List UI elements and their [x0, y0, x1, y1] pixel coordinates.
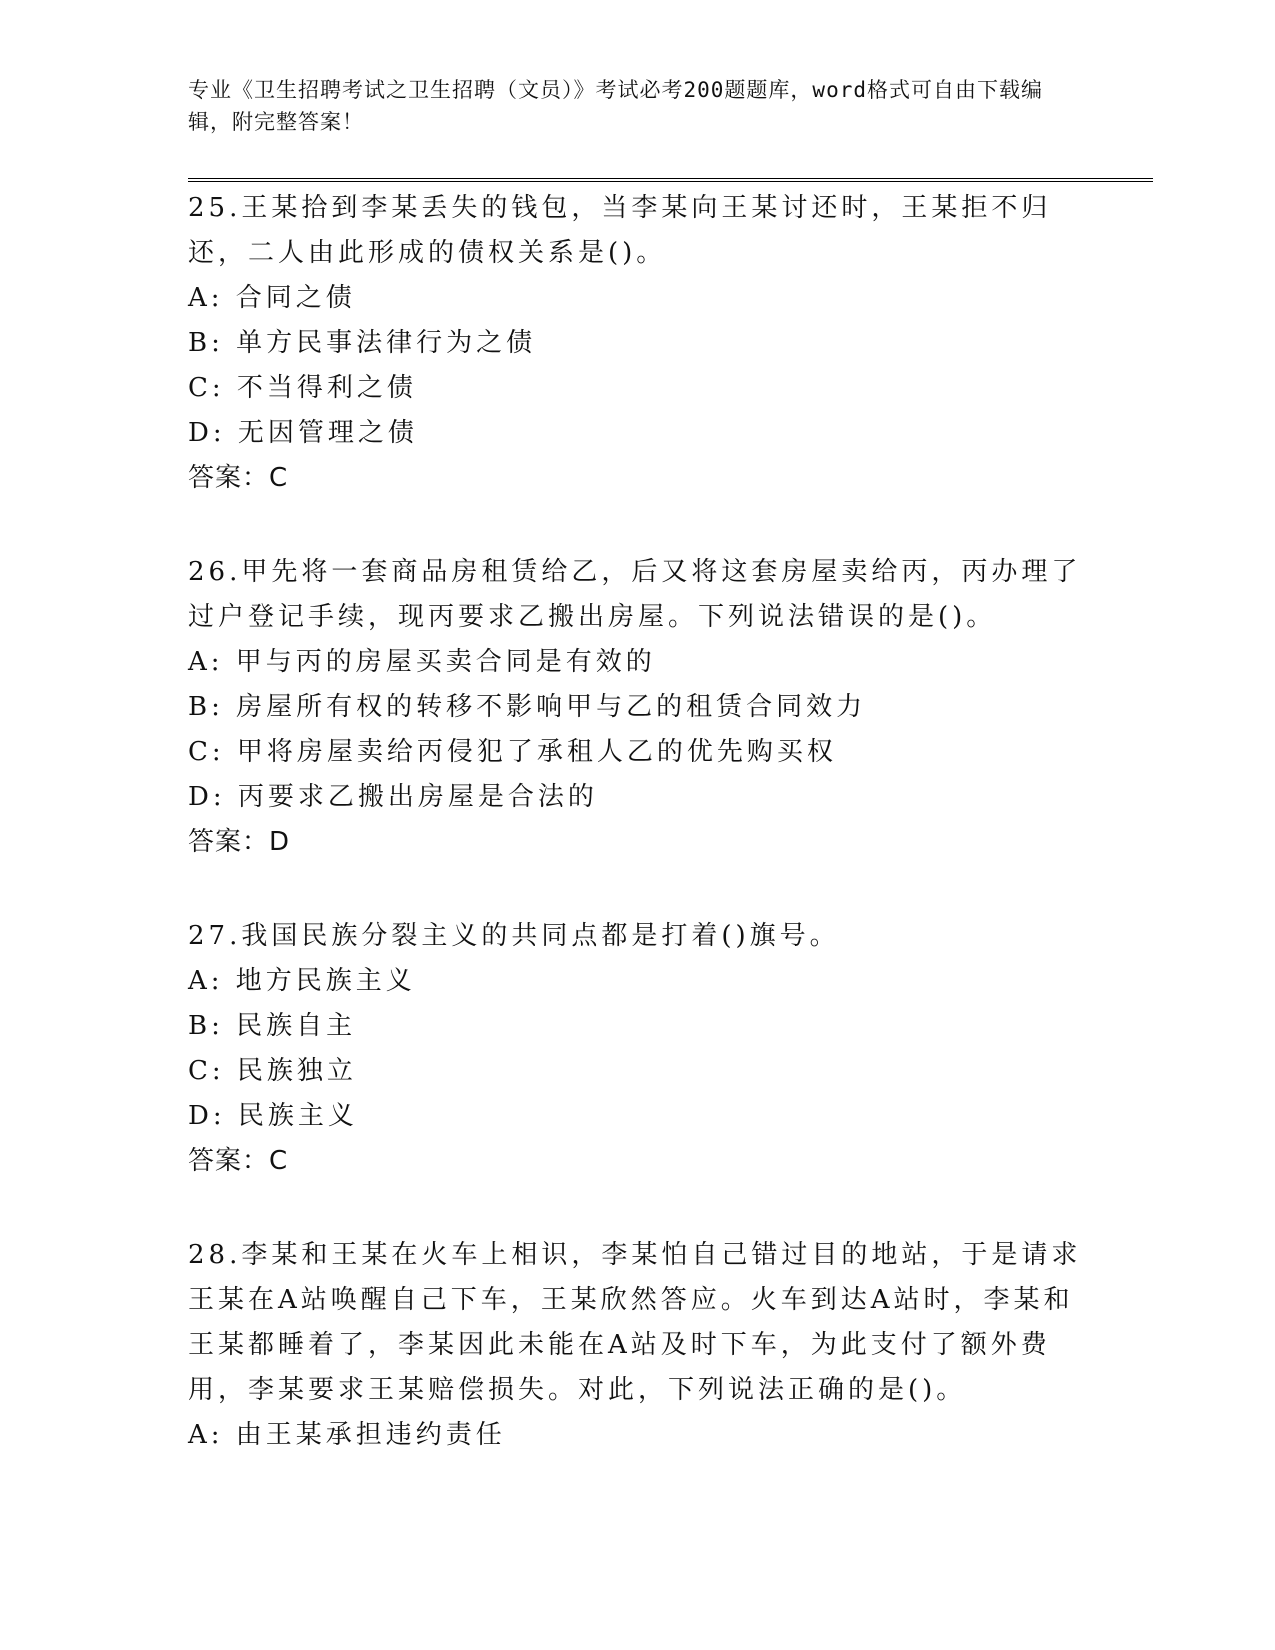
- option-d: D: 民族主义: [188, 1101, 358, 1131]
- question-27: [188, 914, 1088, 1184]
- answer-line: 答案：C: [188, 463, 289, 493]
- question-stem: 26.甲先将一套商品房租赁给乙，后又将这套房屋卖给丙，丙办理了过户登记手续，现丙要求乙搬出房屋。下列说法错误的是()。: [188, 557, 1082, 632]
- question-28: [188, 1233, 1088, 1458]
- option-d: D: 无因管理之债: [188, 418, 418, 448]
- option-a: A: 地方民族主义: [188, 966, 416, 996]
- question-stem: 28.李某和王某在火车上相识，李某怕自己错过目的地站，于是请求王某在A站唤醒自己下车，王某欣然答应。火车到达A站时，李某和王某都睡着了，李某因此未能在A站及时下车，为此支付了额外费用，李某要求王某赔偿损失。对此，下列说法正确的是()。: [188, 1240, 1082, 1405]
- question-25: [188, 186, 1088, 501]
- option-a: A: 合同之债: [188, 283, 356, 313]
- option-c: C: 民族独立: [188, 1056, 357, 1086]
- question-list: [188, 186, 1088, 1507]
- option-b: B: 房屋所有权的转移不影响甲与乙的租赁合同效力: [188, 692, 867, 722]
- option-d: D: 丙要求乙搬出房屋是合法的: [188, 782, 598, 812]
- option-c: C: 甲将房屋卖给丙侵犯了承租人乙的优先购买权: [188, 737, 837, 767]
- answer-line: 答案：C: [188, 1146, 289, 1176]
- document-header: 专业《卫生招聘考试之卫生招聘（文员）》考试必考200题题库，word格式可自由下载编辑，附完整答案！: [188, 78, 1043, 134]
- question-stem: 25.王某拾到李某丢失的钱包，当李某向王某讨还时，王某拒不归还，二人由此形成的债权关系是()。: [188, 193, 1052, 268]
- option-a: A: 由王某承担违约责任: [188, 1420, 506, 1450]
- option-b: B: 单方民事法律行为之债: [188, 328, 537, 358]
- option-c: C: 不当得利之债: [188, 373, 417, 403]
- question-stem: 27.我国民族分裂主义的共同点都是打着()旗号。: [188, 921, 840, 951]
- header-divider: [188, 178, 1153, 182]
- option-a: A: 甲与丙的房屋买卖合同是有效的: [188, 647, 656, 677]
- answer-line: 答案：D: [188, 827, 291, 857]
- question-26: [188, 550, 1088, 865]
- option-b: B: 民族自主: [188, 1011, 357, 1041]
